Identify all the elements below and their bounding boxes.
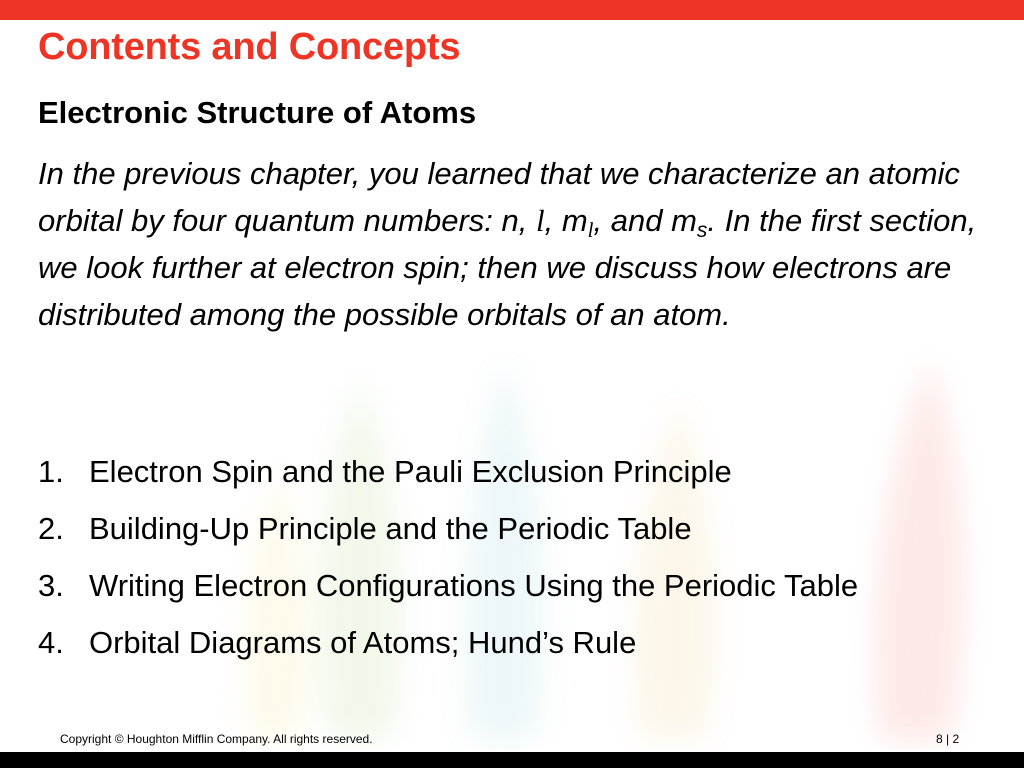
topics-list xyxy=(38,450,988,678)
list-item-number: 4. xyxy=(38,625,64,660)
list-item-text: Electron Spin and the Pauli Exclusion Principle xyxy=(89,454,732,489)
l-symbol: l xyxy=(535,203,545,238)
list-item xyxy=(38,621,988,664)
ms-subscript: s xyxy=(696,219,708,242)
intro-text-part3: , and m xyxy=(593,203,697,238)
list-item-text: Orbital Diagrams of Atoms; Hund’s Rule xyxy=(89,625,637,660)
bottom-bar xyxy=(0,752,1024,768)
intro-text-part4: . In the first section, we look further at electron spin; then we discuss how electrons are distributed among the possible orbitals of an atom. xyxy=(38,203,977,332)
list-item-text: Writing Electron Configurations Using the Periodic Table xyxy=(89,568,859,603)
list-item-number: 3. xyxy=(38,568,64,603)
footer-copyright: Copyright © Houghton Mifflin Company. All rights reserved. xyxy=(60,732,373,746)
top-accent-bar xyxy=(0,0,1024,20)
list-item-number: 1. xyxy=(38,454,64,489)
list-item xyxy=(38,450,988,493)
intro-text-part2: , m xyxy=(544,203,588,238)
slide-subtitle: Electronic Structure of Atoms xyxy=(38,95,477,130)
footer-page-number: 8 | 2 xyxy=(936,732,960,746)
list-item xyxy=(38,564,988,607)
intro-paragraph xyxy=(38,150,988,338)
list-item-text: Building-Up Principle and the Periodic Table xyxy=(89,511,692,546)
slide-title: Contents and Concepts xyxy=(38,26,461,68)
intro-text-part1: In the previous chapter, you learned that we characterize an atomic orbital by four quantum numbers: n, xyxy=(38,156,960,238)
ml-subscript: l xyxy=(587,218,594,242)
list-item xyxy=(38,507,988,550)
list-item-number: 2. xyxy=(38,511,64,546)
